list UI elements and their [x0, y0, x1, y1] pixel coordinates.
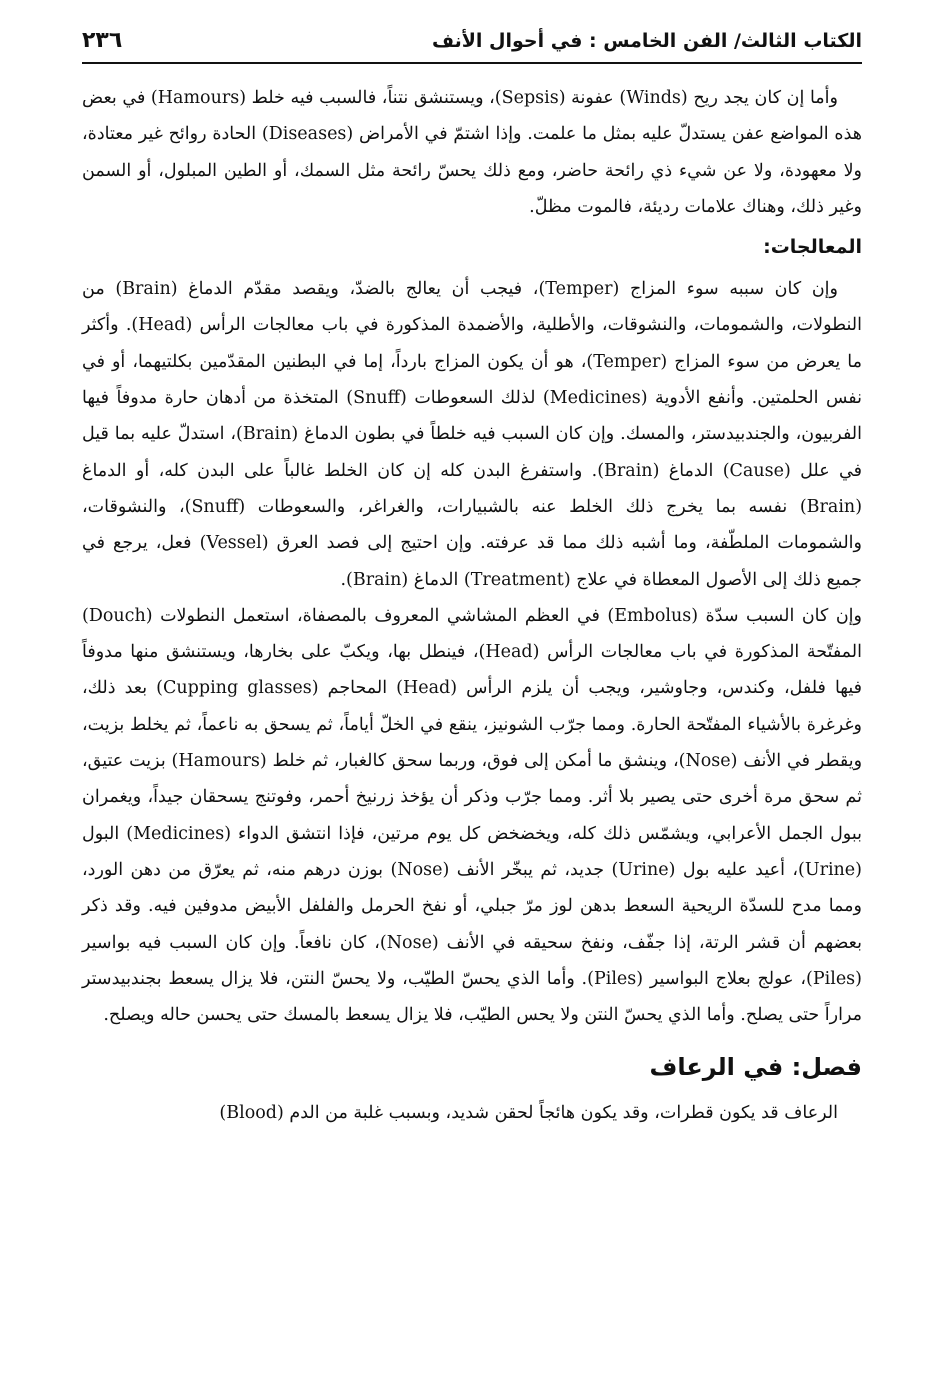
paragraph-1: وأما إن كان يجد ريح (Winds) عفونة (Sepsis)، ويستنشق نتناً، فالسبب فيه خلط (Hamours) في بعض هذه المواضع عفن يستدلّ عليه بمثل ما علمت. وإذا اشتمّ في الأمراض (Diseases) الحادة روائح غير معتادة، ولا معهودة، ولا عن شيء ذي رائحة حاضر، ومع ذلك يحسّ رائحة مثل السمك، أو الطين المبلول، أو السمن وغير ذلك، وهناك علامات رديئة، فالموت مظلّ.: [82, 88, 862, 217]
paragraph-4: الرعاف قد يكون قطرات، وقد يكون هائجاً لحقن شديد، وبسبب غلبة من الدم (Blood): [219, 1103, 838, 1124]
running-title: الكتاب الثالث/ الفن الخامس : في أحوال الأنف: [431, 30, 862, 52]
running-header: [82, 28, 862, 62]
page-number: ٢٣٦: [82, 28, 123, 53]
section-heading-treatments: المعالجات:: [763, 236, 862, 259]
header-rule: [82, 62, 862, 64]
chapter-heading-nosebleed: فصل: في الرعاف: [649, 1053, 862, 1082]
paragraph-3: وإن كان السبب سدّة (Embolus) في العظم المشاشي المعروف بالمصفاة، استعمل النطولات (Douch) المفتّحة المذكورة في باب معالجات الرأس (Head)، فينطل بها، ويكبّ على بخارها، ويستنشق منها مدوفاً فيها فلفل، وكندس، وجاوشير، ويجب أن يلزم الرأس (Head) المحاجم (Cupping glasses) بعد ذلك، وغرغرة بالأشياء المفتّحة الحارة. ومما جرّب الشونيز، ينقع في الخلّ أياماً، ثم يسحق به ناعماً، ثم يخلط بزيت، ويقطر في الأنف (Nose)، وينشق ما أمكن إلى فوق، وربما سحق كالغبار، ثم خلط (Hamours) بزيت عتيق، ثم سحق مرة أخرى حتى يصير بلا أثر. ومما جرّب وذكر أن يؤخذ زرنيخ أحمر، وفوتنج يسحقان جيداً، ويغمران ببول الجمل الأعرابي، ويشمّس ذلك كله، ويخضخض كل يوم مرتين، فإذا انتشق الدواء (Medicines) البول (Urine)، أعيد عليه بول (Urine) جديد، ثم يبخّر الأنف (Nose) بوزن درهم منه، ثم يعرّق من دهن الورد، ومما مدح للسدّة الريحية السعط بدهن لوز مرّ جبلي، أو نفخ الحرمل والفلفل الأبيض مدوفين فيه. وقد ذكر بعضهم أن قشر الرتة، إذا جفّف، ونفخ سحيقه في الأنف (Nose)، كان نافعاً. وإن كان السبب فيه بواسير (Piles)، عولج بعلاج البواسير (Piles). وأما الذي يحسّ الطيّب، ولا يحسّ النتن، فلا يزال يسعط بجندبيدستر مراراً حتى يصلح. وأما الذي يحسّ النتن ولا يحس الطيّب، فلا يزال يسعط بالمسك حتى يحسن حاله ويصلح.: [82, 605, 863, 1026]
book-page: [82, 28, 862, 1132]
paragraph-2: وإن كان سببه سوء المزاج (Temper)، فيجب أن يعالج بالضدّ، ويقصد مقدّم الدماغ (Brain) من النطولات، والشمومات، والنشوقات، والأطلية، والأضمدة المذكورة في باب معالجات الرأس (Head). وأكثر ما يعرض من سوء المزاج (Temper)، هو أن يكون المزاج بارداً، إما في البطنين المقدّمين بكلتيهما، أو في نفس الحلمتين. وأنفع الأدوية (Medicines) لذلك السعوطات (Snuff) المتخذة من أدهان حارة مدوفاً فيها الفربيون، والجندبيدستر، والمسك. وإن كان السبب فيه خلطاً في بطون الدماغ (Brain)، استدلّ عليه بما قيل في علل (Cause) الدماغ (Brain). واستفرغ البدن كله إن كان الخلط غالباً على البدن كله، أو الدماغ (Brain) نفسه بما يخرج ذلك الخلط عنه بالشبيارات، والغراغر، والسعوطات (Snuff)، والنشوقات، والشمومات الملطّفة، وما أشبه ذلك مما قد عرفته. وإن احتيج إلى فصد العرق (Vessel) فعل، يرجع في جميع ذلك إلى الأصول المعطاة في علاج (Treatment) الدماغ (Brain).: [82, 279, 863, 590]
